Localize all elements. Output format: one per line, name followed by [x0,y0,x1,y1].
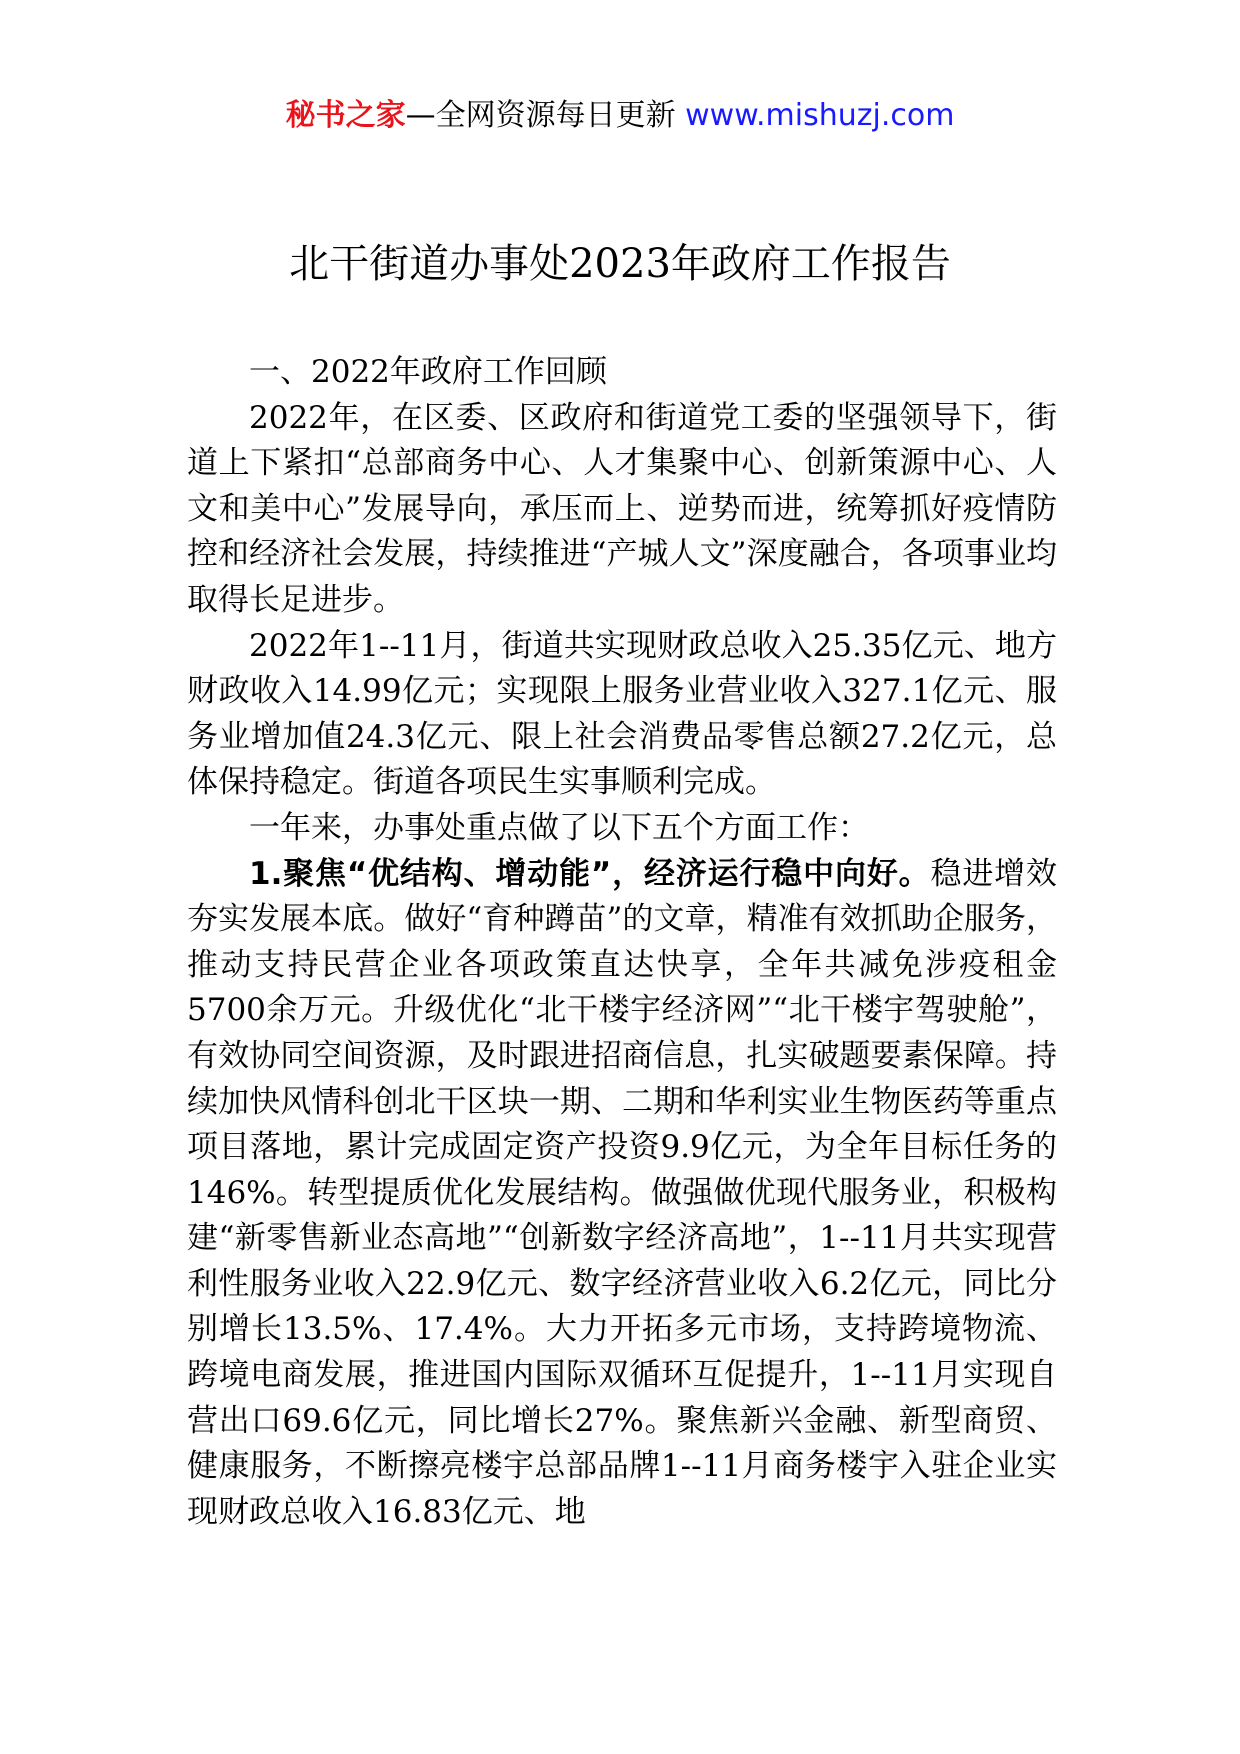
paragraph-statistics: 2022年1--11月，街道共实现财政总收入25.35亿元、地方财政收入14.99亿元；实现限上服务业营业收入327.1亿元、服务业增加值24.3亿元、限上社会消费品零售总额27.2亿元，总体保持稳定。街道各项民生实事顺利完成。 [187,627,1057,801]
header-slogan: —全网资源每日更新 [405,98,686,133]
item-1-lead: 1.聚焦“优结构、增动能”，经济运行稳中向好。 [249,855,931,892]
website-link[interactable]: www.mishuzj.com [685,98,955,133]
brand-name: 秘书之家 [285,98,406,133]
document-body [187,350,1057,1535]
paragraph-item-1 [187,852,1057,1536]
item-1-body: 稳进增效夯实发展本底。做好“育种蹲苗”的文章，精准有效抓助企服务，推动支持民营企业各项政策直达快享，全年共减免涉疫租金5700余万元。升级优化“北干楼宇经济网”“北干楼宇驾驶舱”，有效协同空间资源，及时跟进招商信息，扎实破题要素保障。持续加快风情科创北干区块一期、二期和华利实业生物医药等重点项目落地，累计完成固定资产投资9.9亿元，为全年目标任务的146%。转型提质优化发展结构。做强做优现代服务业，积极构建“新零售新业态高地”“创新数字经济高地”，1--11月共实现营利性服务业收入22.9亿元、数字经济营业收入6.2亿元，同比分别增长13.5%、17.4%。大力开拓多元市场，支持跨境物流、跨境电商发展，推进国内国际双循环互促提升，1--11月实现自营出口69.6亿元，同比增长27%。聚焦新兴金融、新型商贸、健康服务，不断擦亮楼宇总部品牌1--11月商务楼宇入驻企业实现财政总收入16.83亿元、地 [187,855,1058,1530]
section-heading: 一、2022年政府工作回顾 [249,354,607,390]
page-header [0,96,1240,136]
paragraph-overview: 一年来，办事处重点做了以下五个方面工作： [249,809,869,846]
paragraph-intro: 2022年，在区委、区政府和街道党工委的坚强领导下，街道上下紧扣“总部商务中心、人才集聚中心、创新策源中心、人文和美中心”发展导向，承压而上、逆势而进，统筹抓好疫情防控和经济社会发展，持续推进“产城人文”深度融合，各项事业均取得长足进步。 [187,399,1057,618]
document-title: 北干街道办事处2023年政府工作报告 [289,241,951,287]
